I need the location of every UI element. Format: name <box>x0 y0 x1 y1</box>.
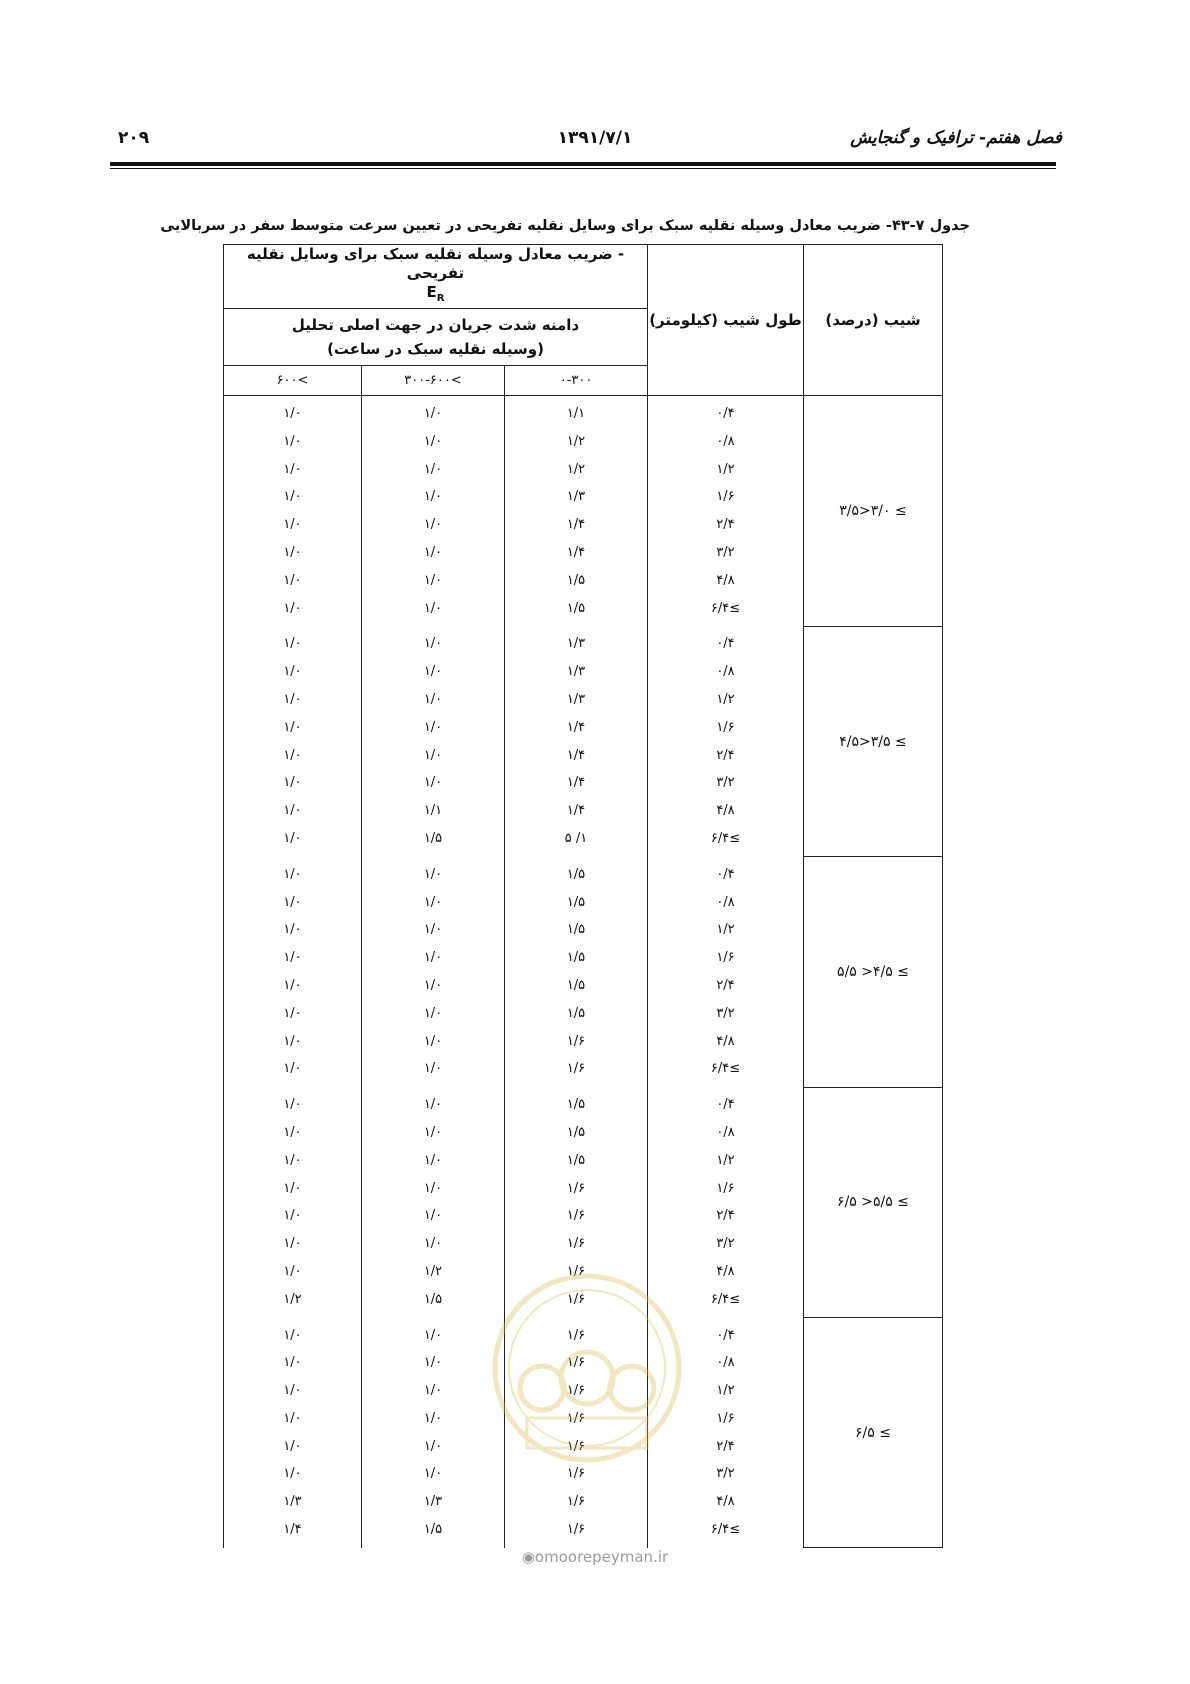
length-cell: ≥۶/۴ <box>648 1516 804 1548</box>
er-value-cell: ۱/۰ <box>362 658 505 686</box>
er-value-cell: ۱/۴ <box>505 797 648 825</box>
er-value-cell: ۱/۱ <box>362 797 505 825</box>
er-value-cell: ۱/۰ <box>362 769 505 797</box>
er-value-cell: ۱/۰ <box>224 396 362 428</box>
er-value-cell: ۱/۰ <box>224 1377 362 1405</box>
er-value-cell: ۱/۰ <box>224 1202 362 1230</box>
er-value-cell: ۱/۰ <box>362 595 505 627</box>
length-cell: ۰/۸ <box>648 1119 804 1147</box>
er-value-cell: ۱/۰ <box>224 825 362 857</box>
page-number: ۲۰۹ <box>118 128 150 148</box>
footer-url: ◉omoorepeyman.ir <box>521 1548 669 1566</box>
table-caption: جدول ۷-۴۳- ضریب معادل وسیله نقلیه سبک برای وسایل نقلیه تفریحی در تعیین سرعت متوسط سفر در سربالایی <box>160 218 970 234</box>
length-cell: ۱/۶ <box>648 1405 804 1433</box>
er-value-cell: ۱/۰ <box>224 567 362 595</box>
er-value-cell: ۱/۲ <box>362 1258 505 1286</box>
er-value-cell: ۱/۰ <box>224 972 362 1000</box>
length-cell: ۳/۲ <box>648 1000 804 1028</box>
er-value-cell: ۱/۲ <box>224 1286 362 1318</box>
er-value-cell: ۱/۰ <box>224 1175 362 1203</box>
er-value-cell: ۱/۰ <box>362 1405 505 1433</box>
er-value-cell: ۱/۰ <box>362 944 505 972</box>
header-rule-thick <box>110 162 1056 166</box>
er-value-cell: ۱/۰ <box>362 1433 505 1461</box>
er-value-cell: ۱/۶ <box>505 1488 648 1516</box>
er-value-cell: ۱/۵ <box>505 1000 648 1028</box>
length-cell: ۴/۸ <box>648 567 804 595</box>
er-value-cell: ۱/۰ <box>362 511 505 539</box>
er-value-cell: ۱/۰ <box>224 1230 362 1258</box>
er-value-cell: ۱/۵ <box>505 916 648 944</box>
length-cell: ۰/۸ <box>648 889 804 917</box>
er-value-cell: ۱/۶ <box>505 1055 648 1087</box>
er-value-cell: ۱/۰ <box>224 1055 362 1087</box>
length-cell: ۱/۲ <box>648 1377 804 1405</box>
er-value-cell: ۱/۳ <box>362 1488 505 1516</box>
er-value-cell: ۱/۰ <box>362 1230 505 1258</box>
er-value-cell: ۱/۰ <box>224 944 362 972</box>
grade-cell: ≥ ۳/۵<۴/۵ <box>804 626 943 856</box>
length-cell: ≥۶/۴ <box>648 825 804 857</box>
er-value-cell: ۱/۶ <box>505 1028 648 1056</box>
length-cell: ۰/۸ <box>648 658 804 686</box>
er-value-cell: ۱/۰ <box>362 456 505 484</box>
er-value-cell: ۱/۰ <box>362 483 505 511</box>
er-title: - ضریب معادل وسیله نقلیه سبک برای وسایل نقلیه تفریحی <box>246 245 625 282</box>
er-value-cell: ۱/۰ <box>362 428 505 456</box>
er-value-cell: ۱/۰ <box>362 1055 505 1087</box>
er-value-cell: ۱/۰ <box>362 539 505 567</box>
length-cell: ۴/۸ <box>648 797 804 825</box>
col-header-flow-range: >۳۰۰-۶۰۰ <box>362 366 505 396</box>
length-cell: ۳/۲ <box>648 539 804 567</box>
header-rule-thin <box>110 168 1056 169</box>
length-cell: ۲/۴ <box>648 1433 804 1461</box>
er-value-cell: ۱/۳ <box>505 483 648 511</box>
er-value-cell: ۱/۶ <box>505 1377 648 1405</box>
length-cell: ≥۶/۴ <box>648 595 804 627</box>
er-value-cell: ۱/۲ <box>505 428 648 456</box>
length-cell: ۰/۴ <box>648 626 804 658</box>
er-value-cell: ۱/۶ <box>505 1405 648 1433</box>
length-cell: ۳/۲ <box>648 1460 804 1488</box>
er-value-cell: ۱/۶ <box>505 1516 648 1548</box>
er-value-cell: ۱/۳ <box>505 686 648 714</box>
er-value-cell: ۱/۰ <box>224 1147 362 1175</box>
table-row <box>224 396 943 428</box>
er-value-cell: ۱/۰ <box>362 1202 505 1230</box>
er-value-cell: ۱/۰ <box>362 972 505 1000</box>
er-value-cell: ۱/۰ <box>224 857 362 889</box>
length-cell: ۳/۲ <box>648 769 804 797</box>
er-value-cell: ۱/۰ <box>362 567 505 595</box>
er-value-cell: ۱/۶ <box>505 1460 648 1488</box>
er-value-cell: ۱/۰ <box>224 1258 362 1286</box>
length-cell: ۱/۲ <box>648 916 804 944</box>
er-value-cell: ۱/۰ <box>362 1175 505 1203</box>
er-value-cell: ۱/۰ <box>224 539 362 567</box>
er-value-cell: ۱/۵ <box>362 1516 505 1548</box>
er-value-cell: ۱/۰ <box>224 1119 362 1147</box>
col-header-flow-range: ۰-۳۰۰ <box>505 366 648 396</box>
seal-watermark-icon <box>487 1268 687 1468</box>
er-value-cell: ۱/۰ <box>362 889 505 917</box>
length-cell: ۲/۴ <box>648 742 804 770</box>
er-value-cell: ۱/۶ <box>505 1230 648 1258</box>
er-value-cell: ۱/۰ <box>224 916 362 944</box>
er-value-cell: ۱/ ۵ <box>505 825 648 857</box>
er-value-cell: ۱/۶ <box>505 1349 648 1377</box>
length-cell: ۲/۴ <box>648 511 804 539</box>
length-cell: ۲/۴ <box>648 972 804 1000</box>
col-header-flow <box>224 309 648 366</box>
length-cell: ۰/۸ <box>648 1349 804 1377</box>
length-cell: ۰/۴ <box>648 1087 804 1119</box>
grade-cell: ≥ ۴/۵< ۵/۵ <box>804 857 943 1087</box>
er-value-cell: ۱/۰ <box>224 1433 362 1461</box>
col-header-length: طول شیب (کیلومتر) <box>648 245 804 396</box>
er-value-cell: ۱/۳ <box>505 626 648 658</box>
er-value-cell: ۱/۰ <box>224 797 362 825</box>
er-value-cell: ۱/۰ <box>362 857 505 889</box>
er-value-cell: ۱/۶ <box>505 1433 648 1461</box>
er-value-cell: ۱/۳ <box>224 1488 362 1516</box>
er-value-cell: ۱/۶ <box>505 1286 648 1318</box>
er-value-cell: ۱/۴ <box>505 539 648 567</box>
er-value-cell: ۱/۶ <box>505 1202 648 1230</box>
length-cell: ۱/۲ <box>648 1147 804 1175</box>
er-value-cell: ۱/۰ <box>224 686 362 714</box>
er-value-cell: ۱/۰ <box>362 1377 505 1405</box>
er-value-cell: ۱/۰ <box>362 742 505 770</box>
er-value-cell: ۱/۴ <box>505 769 648 797</box>
er-value-cell: ۱/۰ <box>224 714 362 742</box>
length-cell: ۱/۶ <box>648 483 804 511</box>
er-value-cell: ۱/۰ <box>224 1087 362 1119</box>
length-cell: ۱/۶ <box>648 714 804 742</box>
er-value-cell: ۱/۵ <box>362 1286 505 1318</box>
col-header-flow-range: >۶۰۰ <box>224 366 362 396</box>
length-cell: ۱/۶ <box>648 944 804 972</box>
er-value-cell: ۱/۰ <box>362 1147 505 1175</box>
er-value-cell: ۱/۰ <box>224 626 362 658</box>
er-value-cell: ۱/۰ <box>224 769 362 797</box>
table-row <box>224 626 943 658</box>
er-value-cell: ۱/۱ <box>505 396 648 428</box>
er-value-cell: ۱/۰ <box>224 1349 362 1377</box>
er-value-cell: ۱/۵ <box>362 825 505 857</box>
er-value-cell: ۱/۰ <box>362 1000 505 1028</box>
grade-cell: ≥ ۵/۵< ۶/۵ <box>804 1087 943 1317</box>
flow-title-line2: (وسیله نقلیه سبک در ساعت) <box>327 340 544 358</box>
er-value-cell: ۱/۰ <box>362 686 505 714</box>
er-value-cell: ۱/۵ <box>505 1087 648 1119</box>
er-value-cell: ۱/۰ <box>224 742 362 770</box>
er-value-cell: ۱/۰ <box>362 714 505 742</box>
flow-title-line1: دامنه شدت جریان در جهت اصلی تحلیل <box>291 316 580 334</box>
er-value-cell: ۱/۰ <box>224 1000 362 1028</box>
er-value-cell: ۱/۰ <box>362 1318 505 1350</box>
length-cell: ۰/۸ <box>648 428 804 456</box>
table-row <box>224 857 943 889</box>
er-value-cell: ۱/۴ <box>505 511 648 539</box>
length-cell: ۱/۲ <box>648 456 804 484</box>
length-cell: ۴/۸ <box>648 1028 804 1056</box>
er-value-cell: ۱/۶ <box>505 1175 648 1203</box>
er-value-cell: ۱/۳ <box>505 658 648 686</box>
length-cell: ۳/۲ <box>648 1230 804 1258</box>
er-value-cell: ۱/۰ <box>224 1460 362 1488</box>
er-value-cell: ۱/۰ <box>362 1460 505 1488</box>
chapter-title: فصل هفتم- ترافیک و گنجایش <box>850 128 1062 148</box>
length-cell: ۰/۴ <box>648 396 804 428</box>
er-value-cell: ۱/۵ <box>505 889 648 917</box>
er-value-cell: ۱/۰ <box>224 595 362 627</box>
er-value-cell: ۱/۰ <box>224 428 362 456</box>
er-value-cell: ۱/۵ <box>505 595 648 627</box>
er-value-cell: ۱/۰ <box>362 916 505 944</box>
er-value-cell: ۱/۰ <box>224 511 362 539</box>
er-value-cell: ۱/۵ <box>505 1147 648 1175</box>
er-value-cell: ۱/۰ <box>224 1028 362 1056</box>
er-value-cell: ۱/۰ <box>224 889 362 917</box>
length-cell: ≥۶/۴ <box>648 1286 804 1318</box>
er-value-cell: ۱/۰ <box>362 396 505 428</box>
er-value-cell: ۱/۰ <box>224 658 362 686</box>
er-value-cell: ۱/۵ <box>505 1119 648 1147</box>
er-value-cell: ۱/۲ <box>505 456 648 484</box>
er-value-cell: ۱/۶ <box>505 1258 648 1286</box>
length-cell: ۲/۴ <box>648 1202 804 1230</box>
er-value-cell: ۱/۰ <box>362 1028 505 1056</box>
grade-cell: ≥ ۶/۵ <box>804 1318 943 1548</box>
length-cell: ۴/۸ <box>648 1258 804 1286</box>
er-value-cell: ۱/۰ <box>224 1405 362 1433</box>
length-cell: ۰/۴ <box>648 1318 804 1350</box>
col-header-er <box>224 245 648 309</box>
er-value-cell: ۱/۵ <box>505 567 648 595</box>
table-row <box>224 1087 943 1119</box>
header-date: ۱۳۹۱/۷/۱ <box>557 128 633 148</box>
er-value-cell: ۱/۰ <box>224 1318 362 1350</box>
er-value-cell: ۱/۰ <box>362 626 505 658</box>
er-value-cell: ۱/۶ <box>505 1318 648 1350</box>
er-value-cell: ۱/۰ <box>362 1087 505 1119</box>
length-cell: ۱/۶ <box>648 1175 804 1203</box>
er-symbol: $E_R$ <box>426 283 445 304</box>
er-value-cell: ۱/۴ <box>505 742 648 770</box>
length-cell: ۴/۸ <box>648 1488 804 1516</box>
length-cell: ۱/۲ <box>648 686 804 714</box>
length-cell: ≥۶/۴ <box>648 1055 804 1087</box>
er-value-cell: ۱/۵ <box>505 857 648 889</box>
col-header-grade: شیب (درصد) <box>804 245 943 396</box>
length-cell: ۰/۴ <box>648 857 804 889</box>
er-value-cell: ۱/۰ <box>362 1349 505 1377</box>
er-value-cell: ۱/۴ <box>505 714 648 742</box>
er-value-cell: ۱/۰ <box>224 456 362 484</box>
er-value-cell: ۱/۵ <box>505 944 648 972</box>
er-value-cell: ۱/۰ <box>362 1119 505 1147</box>
er-value-cell: ۱/۴ <box>224 1516 362 1548</box>
er-value-cell: ۱/۰ <box>224 483 362 511</box>
er-value-cell: ۱/۵ <box>505 972 648 1000</box>
grade-cell: ≥ ۳/۰<۳/۵ <box>804 396 943 627</box>
